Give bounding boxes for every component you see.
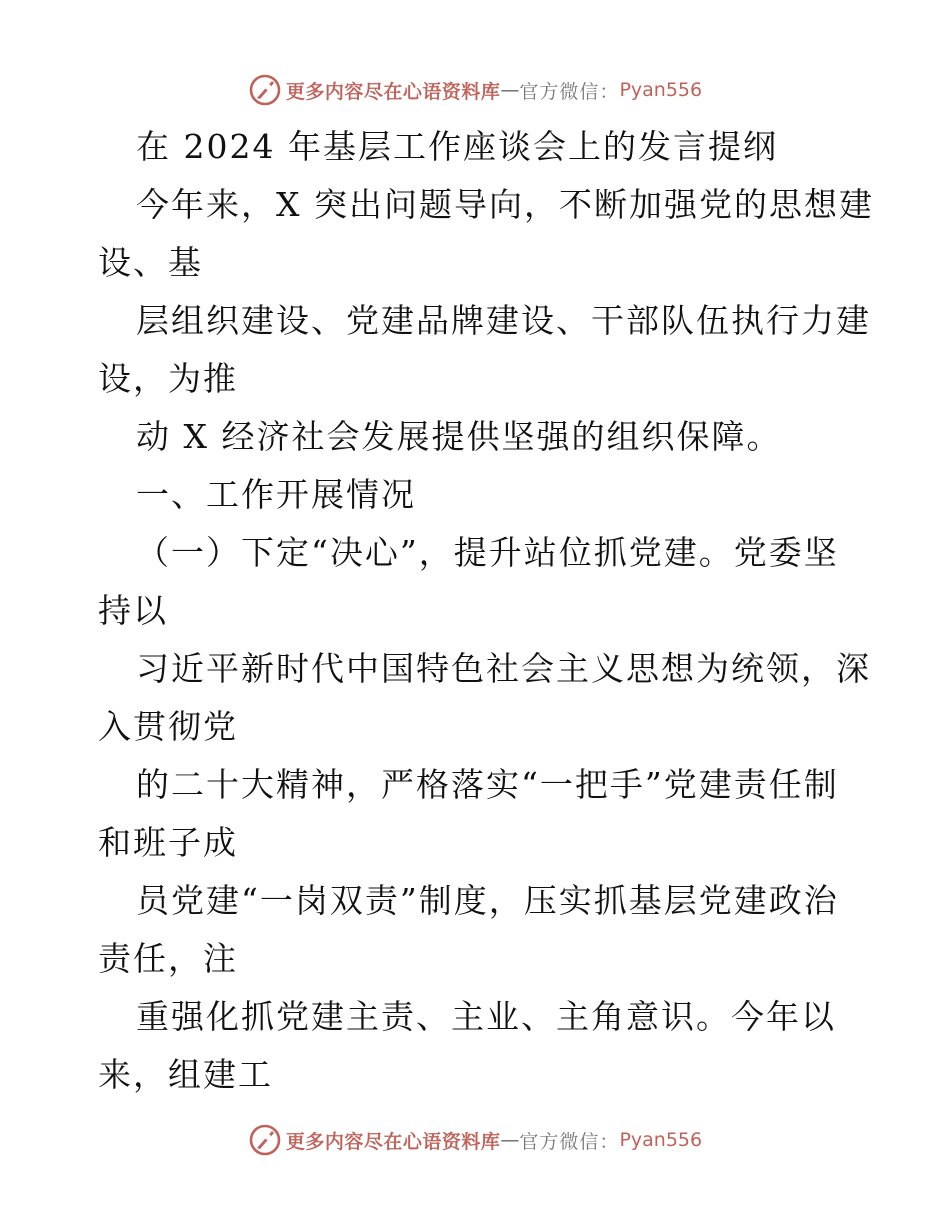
quill-pen-circle-icon bbox=[248, 1123, 282, 1157]
subsection-heading: （一）下定“决心”，提升站位抓党建。党委坚 bbox=[136, 533, 839, 572]
header-watermark-banner bbox=[0, 70, 950, 110]
banner-wechat-label: 官方微信： bbox=[519, 1130, 620, 1153]
text-line: 入贯彻党 bbox=[98, 707, 238, 746]
text-line: 重强化抓党建主责、主业、主角意识。今年以 bbox=[136, 997, 836, 1036]
text-line: 的二十大精神，严格落实“一把手”党建责任制 bbox=[136, 765, 839, 804]
banner-wechat-label: 官方微信： bbox=[519, 80, 620, 103]
document-body bbox=[98, 118, 874, 1104]
text-line: 持以 bbox=[98, 591, 168, 630]
text-line: 来，组建工 bbox=[98, 1055, 273, 1094]
text-line: 动 X 经济社会发展提供坚强的组织保障。 bbox=[136, 417, 782, 456]
text-line: 今年来，X 突出问题导向，不断加强党的思想建 bbox=[136, 185, 874, 224]
document-title: 在 2024 年基层工作座谈会上的发言提纲 bbox=[136, 127, 778, 166]
banner-wechat-id: Pyan556 bbox=[619, 1129, 703, 1151]
banner-dash: — bbox=[500, 79, 520, 101]
banner-wechat-id: Pyan556 bbox=[619, 79, 703, 101]
text-line: 习近平新时代中国特色社会主义思想为统领，深 bbox=[136, 649, 871, 688]
text-line: 层组织建设、党建品牌建设、干部队伍执行力建 bbox=[136, 301, 871, 340]
section-heading: 一、工作开展情况 bbox=[136, 475, 416, 514]
banner-dash: — bbox=[500, 1129, 520, 1151]
text-line: 员党建“一岗双责”制度，压实抓基层党建政治 bbox=[136, 881, 839, 920]
text-line: 和班子成 bbox=[98, 823, 238, 862]
text-line: 设、基 bbox=[98, 243, 203, 282]
text-line: 责任，注 bbox=[98, 939, 238, 978]
text-line: 设，为推 bbox=[98, 359, 238, 398]
banner-main-text: 更多内容尽在心语资料库 bbox=[285, 1130, 501, 1153]
quill-pen-circle-icon bbox=[248, 73, 282, 107]
banner-main-text: 更多内容尽在心语资料库 bbox=[285, 80, 501, 103]
footer-watermark-banner bbox=[0, 1120, 950, 1160]
